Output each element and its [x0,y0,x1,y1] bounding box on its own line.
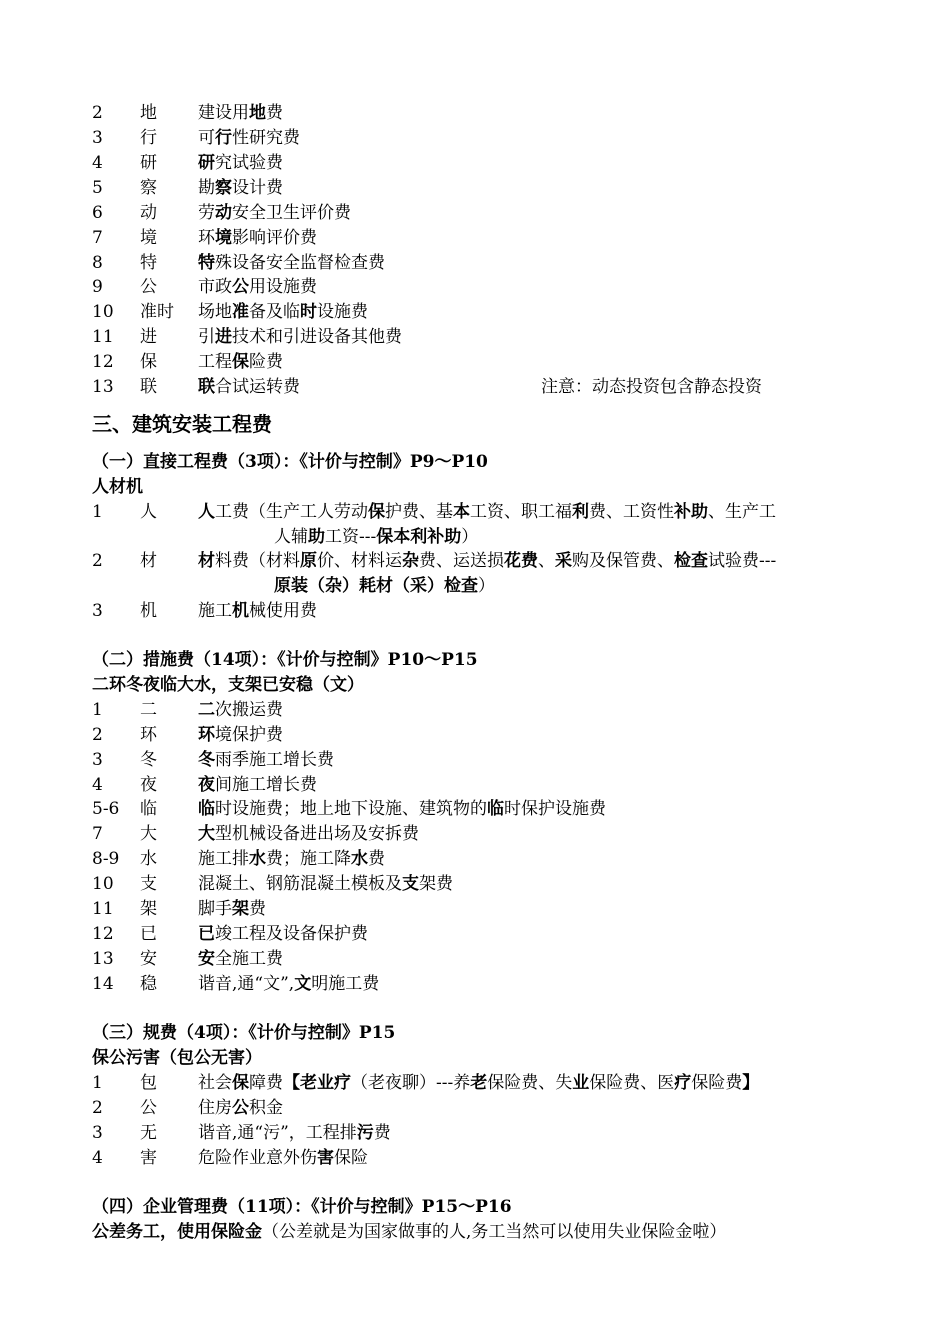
text-segment: 勘 [198,178,215,198]
item-desc [198,375,300,399]
text-segment: 械使用费 [249,601,317,621]
text-segment: 竣工程及设备保护费 [215,924,368,944]
section-heading: 三、建筑安装工程费 [92,412,272,436]
keyword-text: 助 [308,527,325,547]
text-segment: 备及临 [249,302,300,322]
item-desc [198,1096,283,1120]
text-segment: 用设施费 [249,277,317,297]
text-segment: 施工 [198,601,232,621]
text-segment: 费、工资性 [589,502,674,522]
mnemonic: 保公污害（包公无害） [92,1048,262,1068]
text-segment: 费 [249,899,266,919]
document-page: 2 地 建设用地费 3 行 可行性研究费 4 研 研究试验费 5 察 勘察设计费 6 动 劳动安全卫生评价费 7 境 环境影响评价费 8 特 特殊设备安全监督检查费 9 公 市政公用设施费 10 准时 场地准备及临时设施费 11 进 引进技术和引进设备其他费 12 保 工程保险费 13 联 联合试运转费 注意：动态投资包含静态投资 三、建筑安装工程费 （一）直接工程费（3项）：《计价与控制》P9～P10 人材机 1 人 人工费（生产工人劳动保护费、基本工资、职工福利费、工资性补助、生产工 人辅助工资---保本利补助） 2 材 材料费（材料原价、材料运杂费、运送损花费、采购及保管费、检查试验费--- 原装（杂）耗材（采）检查） 3 机 施工机械使用费 （二）措施费（14项）：《计价与控制》P10～P15 二环冬夜临大水，支架已安稳（文） 1 二 二次搬运费 2 环 环境保护费 3 冬 冬雨季施工增长费 4 夜 夜间施工增长费 5-6 临 临时设施费；地上地下设施、建筑物的临时保护设施费 7 大 大型机械设备进出场及安拆费 8-9 水 施工排水费；施工降水费 10 支 混凝土、钢筋混凝土模板及支架费 11 架 脚手架费 12 已 已竣工程及设备保护费 13 安 安全施工费 14 稳 谐音,通“文”,文明施工费 （三）规费（4项）：《计价与控制》P15 保公污害（包公无害） 1 包 社会保障费【老业疗（老夜聊）---养老保险费、失业保险费、医疗保险费】 2 公 住房公积金 3 无 谐音,通“污”，工程排污费 4 害 危险作业意外伤害保险 （四）企业管理费（11项）：《计价与控制》P15～P16 公差务工，使用保险金（公差就是为国家做事的人,务工当然可以使用失业保险金啦） [92,103,777,1242]
item-desc [198,872,453,896]
text-segment: 型机械设备进出场及安拆费 [215,824,419,844]
item-desc [198,748,334,772]
text-segment: 市政 [198,277,232,297]
keyword-text: 文 [294,974,312,994]
keyword-text: 已 [198,924,215,944]
keyword-text: 原装（杂）耗材（采）检查 [274,576,478,596]
keyword-text: 疗 [674,1073,692,1093]
keyword-text: 老 [470,1073,488,1093]
keyword-text: 临 [487,799,504,819]
keyword-text: 境 [215,228,232,248]
keyword-text: 保 [232,352,249,372]
text-segment: 社会 [198,1073,232,1093]
text-segment: ） [461,527,479,547]
keyword-text: 材 [198,551,215,571]
item-desc [274,525,478,549]
keyword-text: 动 [215,203,232,223]
keyword-text: 二 [198,700,215,720]
item-desc [198,972,379,996]
text-segment: 影响评价费 [232,228,317,248]
mnemonic: 二环冬夜临大水，支架已安稳（文） [92,675,364,695]
keyword-text: 支 [402,874,419,894]
text-segment: 时保护设施费 [504,799,606,819]
keyword-text: 害 [317,1148,334,1168]
keyword-text: 】 [742,1073,760,1093]
text-segment: 谐音,通“污”，工程排 [198,1123,357,1143]
keyword-text: 公 [232,1098,249,1118]
keyword-text: 行 [215,128,232,148]
keyword-text: 临 [198,799,215,819]
text-segment: 险费 [249,352,283,372]
text-segment: 环 [198,228,215,248]
keyword-text: 【老业疗 [283,1073,351,1093]
keyword-text: 杂 [402,551,419,571]
item-desc [198,773,317,797]
text-segment: 、生产工 [708,502,776,522]
text-segment: 工费（生产工人劳动 [215,502,368,522]
keyword-text: 机 [232,601,249,621]
item-desc [198,500,776,524]
keyword-text: 保本利补助 [376,527,462,547]
keyword-text: 时 [300,302,317,322]
keyword-text: 利 [572,502,589,522]
text-segment: 殊设备安全监督检查费 [215,253,385,273]
text-segment: 费 [368,849,385,869]
text-segment: 设计费 [232,178,283,198]
text-segment: 保险费、医 [589,1073,675,1093]
text-segment: 料费（材料 [215,551,300,571]
keyword-text: 公 [232,277,249,297]
item-desc [198,599,317,623]
keyword-text: 花费 [504,551,538,571]
note-text: 注意：动态投资包含静态投资 [541,377,762,397]
item-desc [274,574,495,598]
mnemonic-text: 公差务工，使用保险金 [92,1222,262,1242]
item-desc [198,922,368,946]
keyword-text: 架 [232,899,249,919]
mnemonic [92,1220,726,1244]
keyword-text: 业 [572,1073,590,1093]
keyword-text: 环 [198,725,215,745]
text-segment: 费 [373,1123,391,1143]
text-segment: 购及保管费、 [572,551,674,571]
text-segment: 明施工费 [311,974,380,994]
keyword-text: 察 [215,178,232,198]
text-segment: 费 [266,103,283,123]
text-segment: 谐音,通“文”, [198,974,295,994]
text-segment: 工程 [198,352,232,372]
text-segment: 人辅 [274,527,308,547]
text-segment: 性研究费 [232,128,300,148]
keyword-text: 保 [232,1073,249,1093]
keyword-text: 人 [198,502,215,522]
item-desc [198,723,283,747]
text-segment: 究试验费 [215,153,283,173]
item-desc [198,822,419,846]
text-segment: 全施工费 [215,949,283,969]
keyword-text: 污 [356,1123,374,1143]
text-segment: 次搬运费 [215,700,283,720]
keyword-text: 冬 [198,750,215,770]
text-segment: 护费、基 [385,502,453,522]
text-segment: 价、材料运 [317,551,402,571]
keyword-text: 联 [198,377,215,397]
item-desc [198,226,317,250]
keyword-text: 原 [300,551,317,571]
keyword-text: 夜 [198,775,215,795]
text-segment: 合试运转费 [215,377,300,397]
text-segment: 工资、职工福 [470,502,572,522]
text-segment: （老夜聊）---养 [351,1073,471,1093]
text-segment: 时设施费；地上地下设施、建筑物的 [215,799,487,819]
text-segment: 、 [538,551,555,571]
item-desc [198,325,402,349]
keyword-text: 保 [368,502,385,522]
subsection-title: （一）直接工程费（3项）：《计价与控制》P9～P10 [92,452,488,472]
item-desc [198,1146,368,1170]
text-segment: 场地 [198,302,232,322]
text-segment: 劳 [198,203,215,223]
text-segment: 安全卫生评价费 [232,203,351,223]
text-segment: 间施工增长费 [215,775,317,795]
text-segment: 障费 [249,1073,283,1093]
item-desc [198,947,283,971]
text-segment: 保险费、失 [487,1073,573,1093]
text-segment: 费；施工降 [266,849,351,869]
keyword-text: 采 [555,551,572,571]
keyword-text: 研 [198,153,215,173]
item-desc [198,201,351,225]
item-desc [198,549,776,573]
item-desc [198,126,300,150]
text-segment: 住房 [198,1098,232,1118]
keyword-text: 大 [198,824,215,844]
item-desc [198,350,283,374]
item-desc [198,897,266,921]
text-segment: 技术和引进设备其他费 [232,327,402,347]
keyword-text: 特 [198,253,215,273]
text-segment: 工资--- [325,527,377,547]
item-desc [198,176,283,200]
item-desc [198,847,385,871]
item-desc [198,101,283,125]
text-segment: 可 [198,128,215,148]
keyword-text: 准 [232,302,249,322]
keyword-text: 进 [215,327,232,347]
item-desc [198,151,283,175]
text-segment: 架费 [419,874,453,894]
item-desc [198,275,317,299]
text-segment: 引 [198,327,215,347]
text-segment: 脚手 [198,899,232,919]
text-segment: 境保护费 [215,725,283,745]
item-desc [198,698,283,722]
text-segment: 施工排 [198,849,249,869]
keyword-text: 地 [249,103,266,123]
item-desc [198,300,368,324]
text-segment: 试验费--- [708,551,777,571]
text-segment: 积金 [249,1098,283,1118]
text-segment: 设施费 [317,302,368,322]
item-desc [198,797,606,821]
subsection-title: （二）措施费（14项）：《计价与控制》P10～P15 [92,650,478,670]
text-segment: 混凝土、钢筋混凝土模板及 [198,874,402,894]
subsection-title: （三）规费（4项）：《计价与控制》P15 [92,1023,396,1043]
text-segment: 雨季施工增长费 [215,750,334,770]
keyword-text: 本 [453,502,470,522]
text-segment: 建设用 [198,103,249,123]
text-segment: 保险费 [691,1073,743,1093]
item-desc [198,251,385,275]
item-desc [198,1071,759,1095]
mnemonic: 人材机 [92,477,143,497]
subsection-title: （四）企业管理费（11项）：《计价与控制》P15～P16 [92,1197,512,1217]
keyword-text: 水 [249,849,266,869]
text-segment: ） [478,576,495,596]
text-segment: 保险 [334,1148,368,1168]
item-desc [198,1121,391,1145]
keyword-text: 安 [198,949,215,969]
text-segment: 费、运送损 [419,551,504,571]
keyword-text: 补助 [674,502,708,522]
text-segment: 危险作业意外伤 [198,1148,317,1168]
mnemonic-note: （公差就是为国家做事的人,务工当然可以使用失业保险金啦） [262,1222,727,1242]
keyword-text: 水 [351,849,368,869]
keyword-text: 检查 [674,551,708,571]
